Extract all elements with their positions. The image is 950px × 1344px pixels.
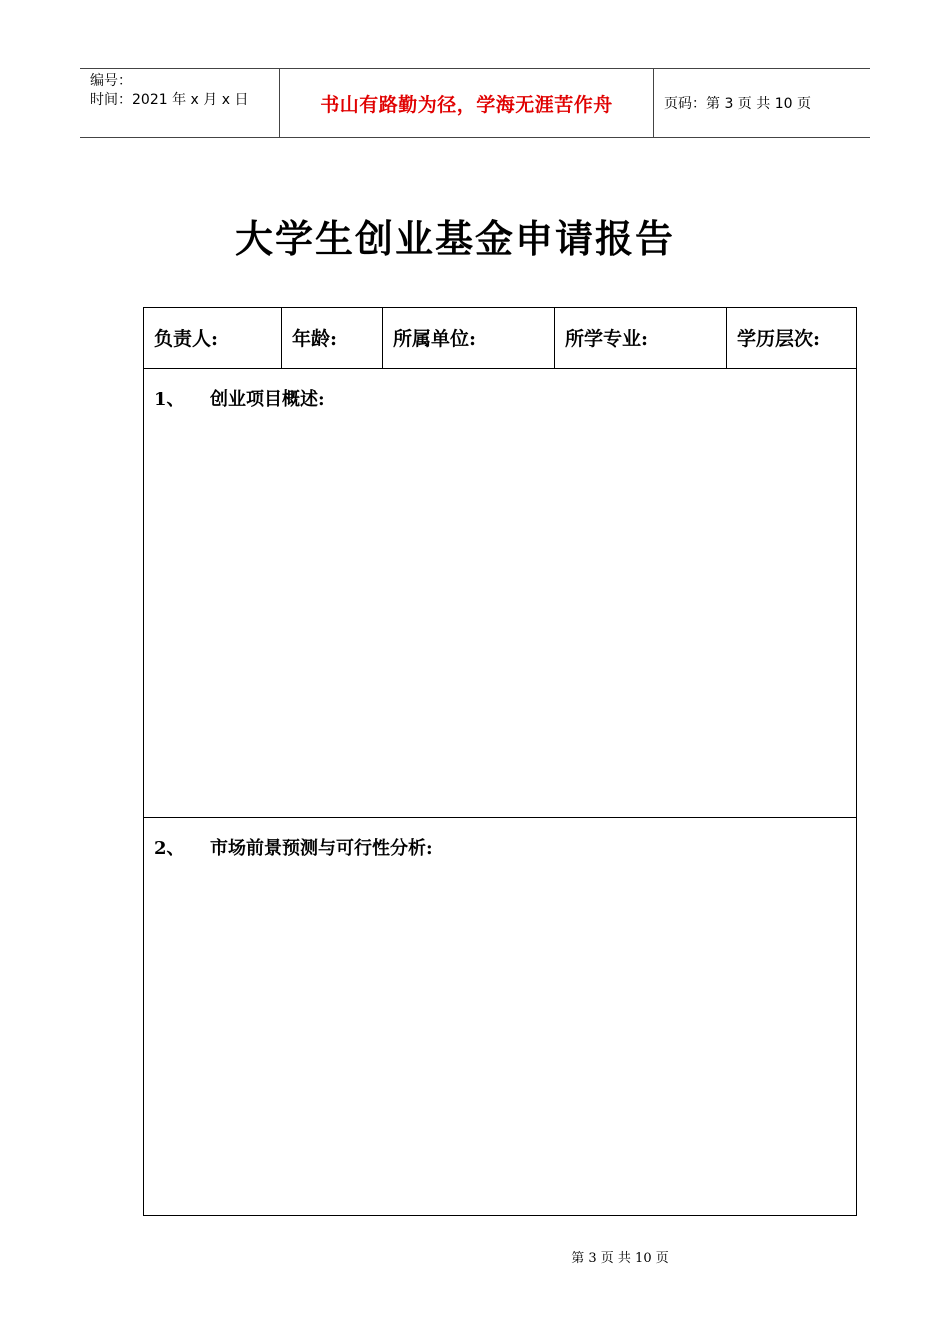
field-major[interactable]: 所学专业: xyxy=(555,308,727,368)
header-motto: 书山有路勤为径，学海无涯苦作舟 xyxy=(280,69,654,137)
applicant-info-row xyxy=(144,308,856,369)
section-project-overview[interactable] xyxy=(144,369,856,818)
section-heading: 市场前景预测与可行性分析: xyxy=(210,838,433,859)
field-affiliation[interactable]: 所属单位: xyxy=(383,308,555,368)
field-education-level[interactable]: 学历层次: xyxy=(737,328,821,350)
header-meta xyxy=(80,69,280,137)
document-date-label: 时间：2021 年 x 月 x 日 xyxy=(90,92,249,108)
section-number: 2、 xyxy=(154,838,185,859)
field-responsible-person[interactable]: 负责人: xyxy=(144,308,282,368)
field-age[interactable]: 年龄: xyxy=(282,308,383,368)
page-header xyxy=(80,68,870,138)
page-footer: 第 3 页 共 10 页 xyxy=(571,1251,669,1266)
document-title: 大学生创业基金申请报告 xyxy=(234,216,675,261)
section-heading: 创业项目概述: xyxy=(210,389,325,410)
section-market-analysis[interactable] xyxy=(144,818,856,1216)
application-form xyxy=(143,307,857,1216)
section-number: 1、 xyxy=(154,389,185,410)
document-number-label: 编号： xyxy=(90,73,132,89)
header-page-info: 页码：第 3 页 共 10 页 xyxy=(664,96,811,112)
